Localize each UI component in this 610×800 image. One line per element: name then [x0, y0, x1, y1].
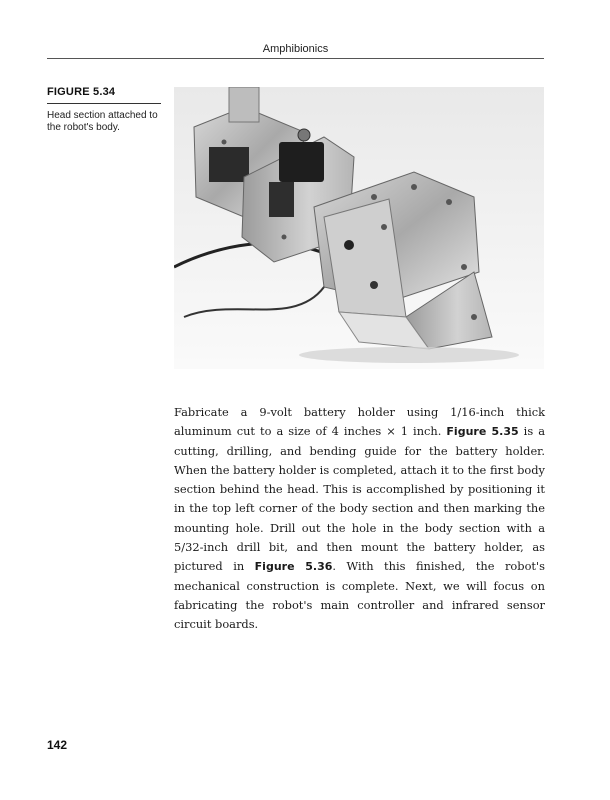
figure-reference-5-36: Figure 5.36	[254, 560, 333, 574]
body-text-part: is a cutting, drilling, and bending guide for the battery holder. When the battery holder is completed, attach it to the first body section behind the head. This is accomplished by positioning it in the top left corner of the body section and then marking the mounting hole. Drill out the hole in the body section with a 5/32-inch drill bit, and then mount the battery holder, as pictured in	[174, 424, 545, 574]
figure-photo	[174, 87, 544, 369]
header-rule	[47, 58, 544, 59]
figure-reference-5-35: Figure 5.35	[446, 425, 519, 439]
page-number: 142	[47, 738, 68, 752]
body-text-part: Fabricate a 9-volt battery holder using 1/16-inch thick aluminum cut to a size of 4 inches × 1 inch.	[174, 405, 545, 439]
body-paragraph	[174, 403, 545, 635]
figure-caption-block	[47, 86, 161, 134]
figure-caption: Head section attached to the robot's body.	[47, 110, 158, 133]
body-text-part: . With this finished, the robot's mechanical construction is complete. Next, we will focus on fabricating the robot's main controller and infrared sensor circuit boards.	[174, 559, 545, 632]
robot-head-photo-icon	[174, 87, 544, 369]
running-head: Amphibionics	[262, 43, 329, 55]
figure-caption-rule	[47, 103, 161, 104]
figure-label: FIGURE 5.34	[47, 86, 116, 98]
